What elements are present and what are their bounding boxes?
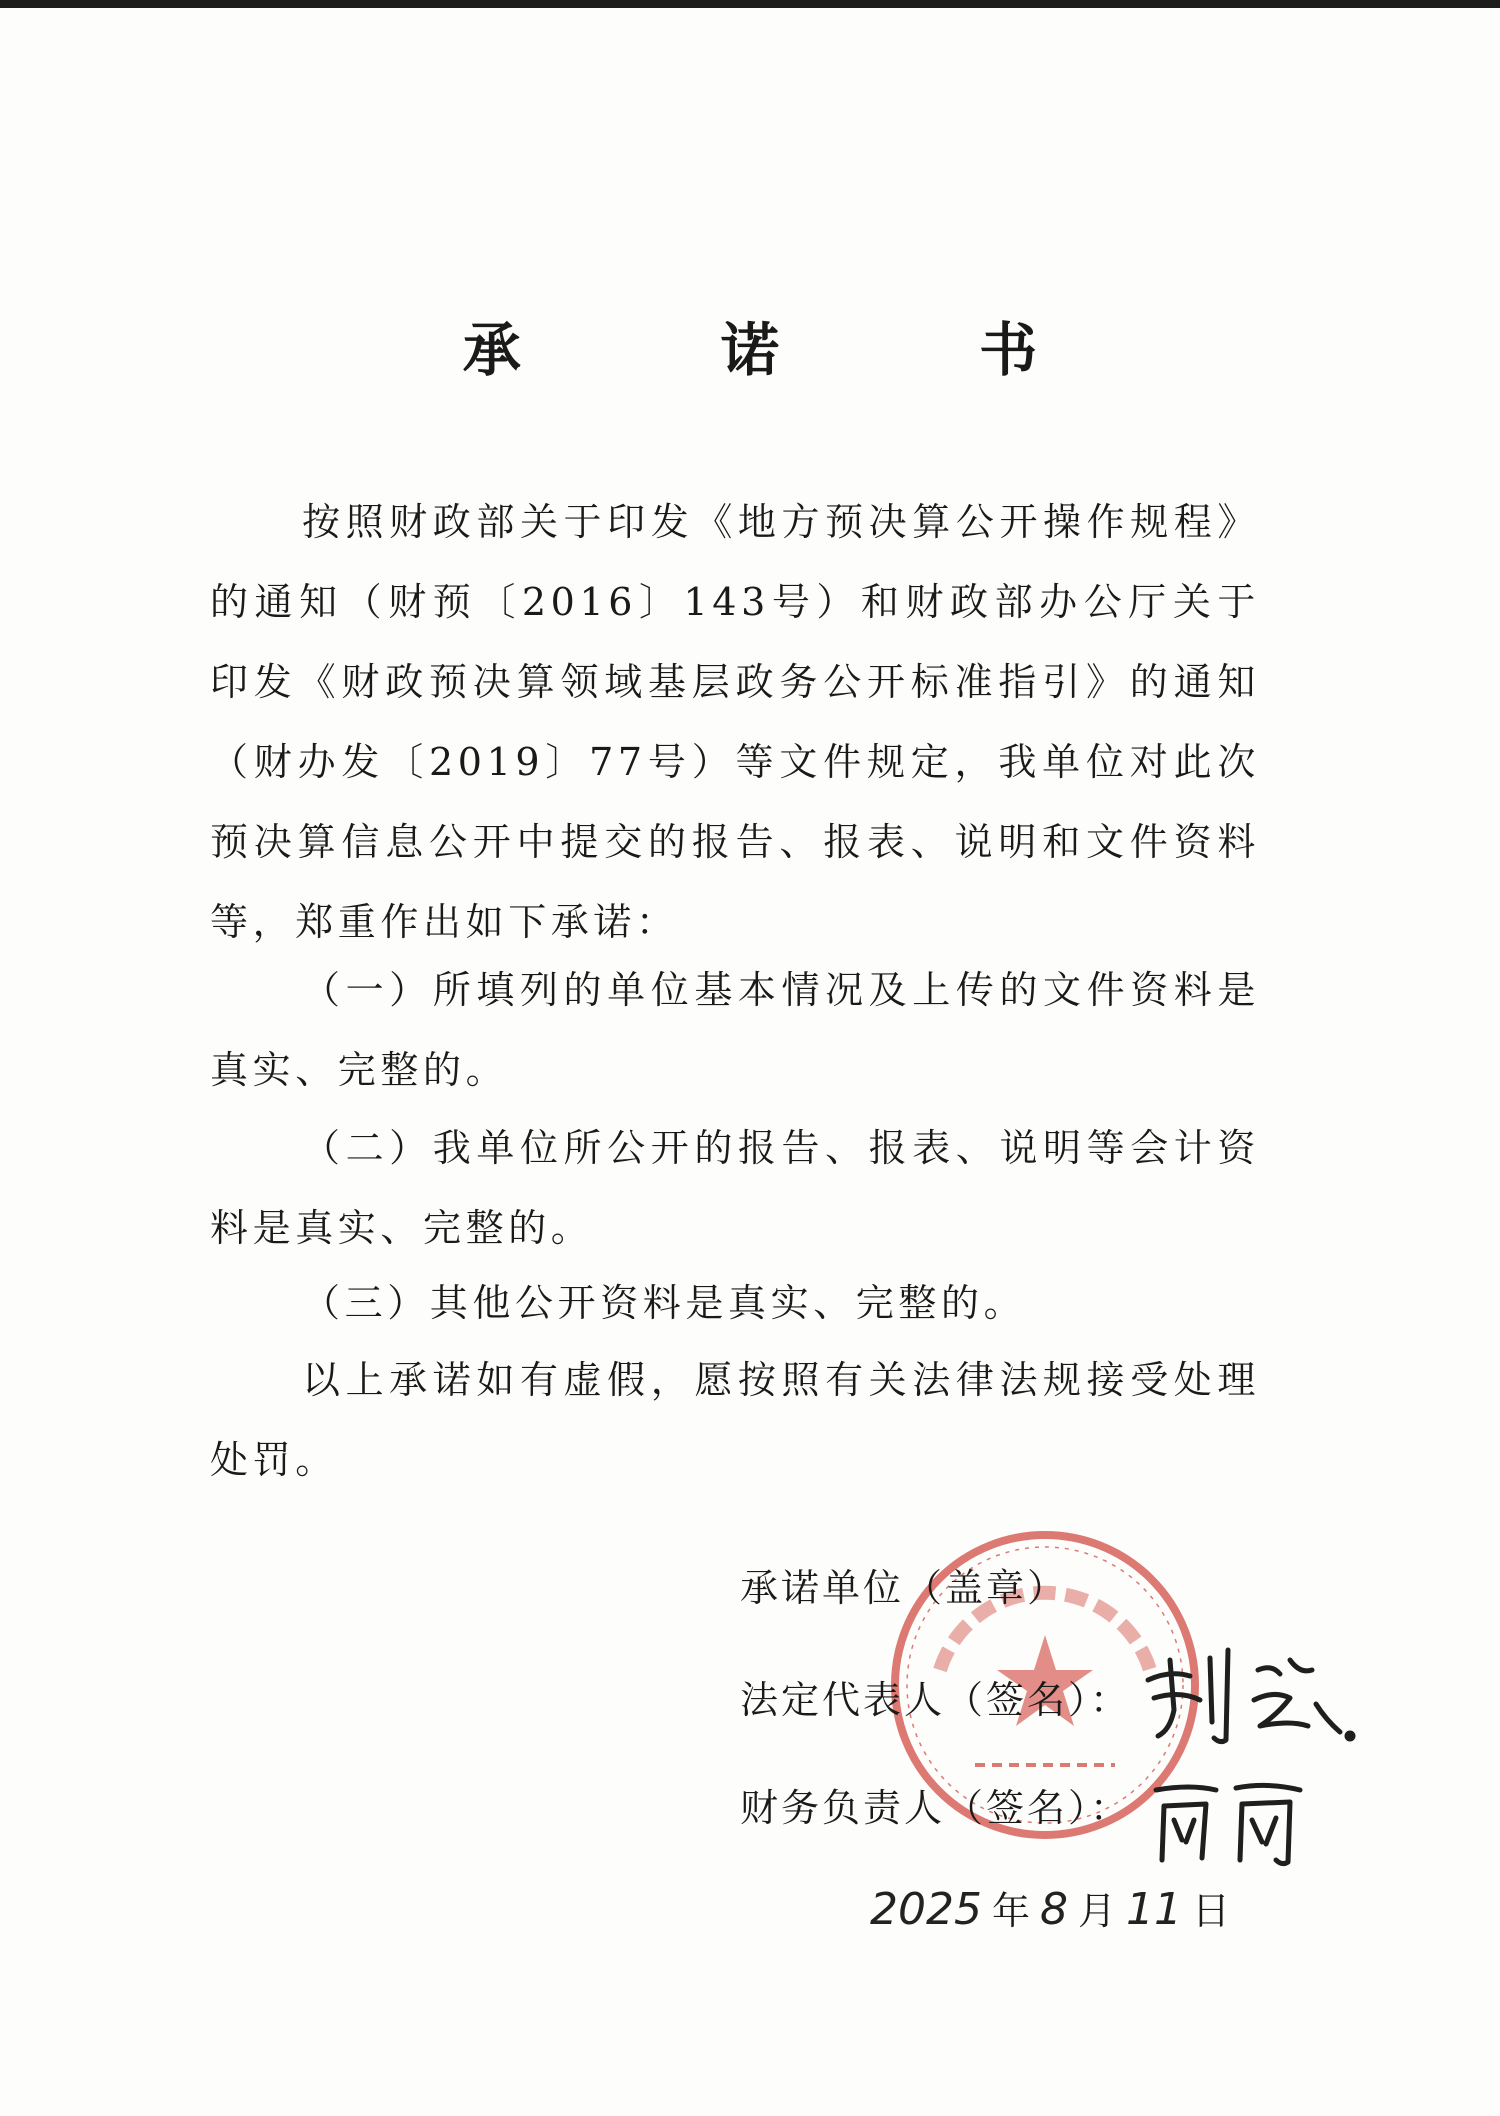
commitment-item-1: （一）所填列的单位基本情况及上传的文件资料是真实、完整的。 [210, 968, 1260, 1092]
intro-paragraph: 按照财政部关于印发《地方预决算公开操作规程》的通知（财预〔2016〕143号）和财政部办公厅关于印发《财政预决算领域基层政务公开标准指引》的通知（财办发〔2019〕77号）等文件规定，我单位对此次预决算信息公开中提交的报告、报表、说明和文件资料等，郑重作出如下承诺： [210, 500, 1260, 944]
legal-representative-label: 法定代表人（签名）： [740, 1678, 1132, 1722]
date-day-unit: 日 [1192, 1889, 1231, 1933]
document-title: 承 诺 书 [462, 316, 1128, 384]
signing-date [860, 1880, 1230, 1941]
date-month-unit: 月 [1078, 1889, 1117, 1933]
scan-top-edge [0, 0, 1500, 8]
date-year-unit: 年 [991, 1889, 1030, 1933]
date-day: 11 [1126, 1884, 1183, 1935]
finance-head-signature [1150, 1770, 1310, 1870]
commitment-item-3: （三）其他公开资料是真实、完整的。 [302, 1281, 1027, 1325]
signing-unit-label: 承诺单位（盖章） [740, 1566, 1069, 1610]
finance-head-label: 财务负责人（签名）： [740, 1786, 1132, 1830]
date-year: 2025 [870, 1884, 982, 1935]
commitment-item-2: （二）我单位所公开的报告、报表、说明等会计资料是真实、完整的。 [210, 1126, 1260, 1250]
date-month: 8 [1040, 1884, 1068, 1935]
closing-paragraph: 以上承诺如有虚假，愿按照有关法律法规接受处理处罚。 [210, 1358, 1260, 1482]
legal-representative-signature [1140, 1640, 1360, 1750]
